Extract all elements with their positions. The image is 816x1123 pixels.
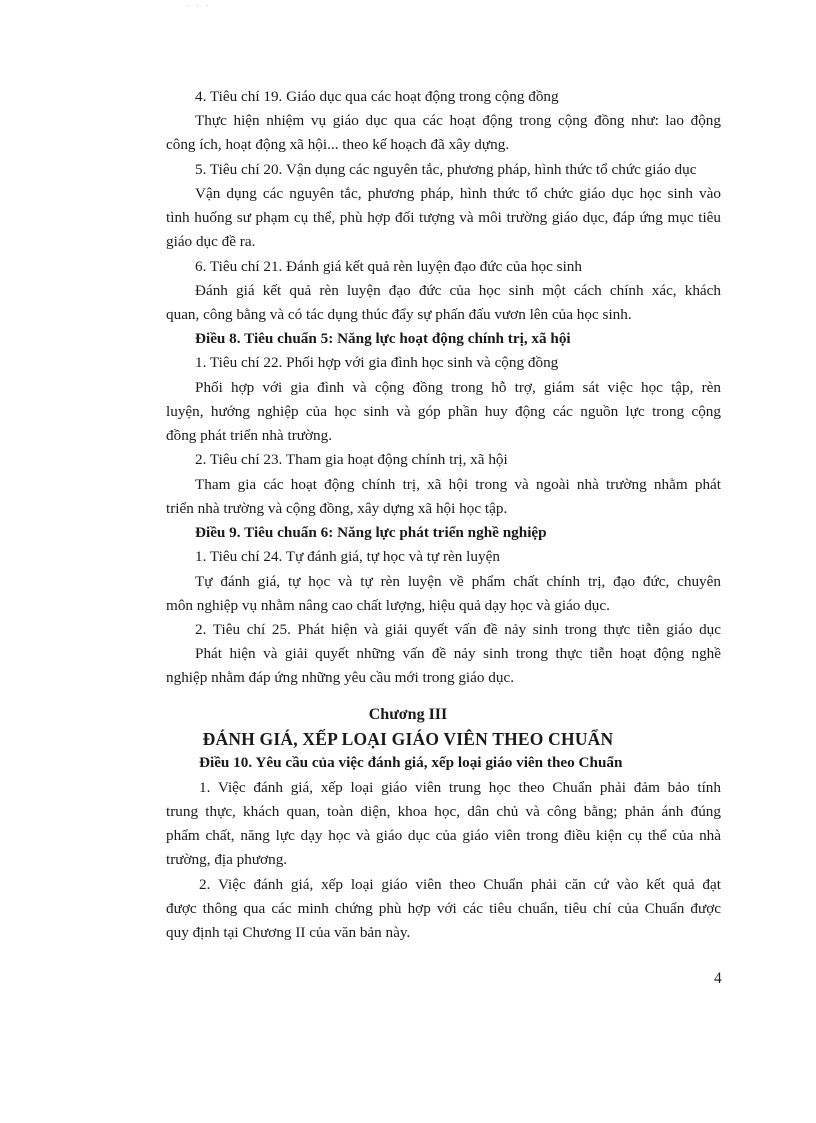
paragraph-line: nghiệp nhằm đáp ứng những yêu cầu mới trong giáo dục. bbox=[166, 669, 514, 686]
paragraph-line: giáo dục đề ra. bbox=[166, 233, 256, 250]
paragraph-line: tình huống sư phạm cụ thể, phù hợp đối tượng và môi trường giáo dục, đáp ứng mục tiêu bbox=[166, 209, 721, 226]
article-10-heading: Điều 10. Yêu cầu của việc đánh giá, xếp loại giáo viên theo Chuẩn bbox=[199, 754, 623, 771]
paragraph-line: Đánh giá kết quả rèn luyện đạo đức của học sinh một cách chính xác, khách bbox=[195, 282, 721, 299]
page-number: 4 bbox=[714, 970, 722, 987]
paragraph-line: trung thực, khách quan, toàn diện, khoa học, dân chủ và công bằng; phản ánh đúng bbox=[166, 803, 721, 820]
chapter-label: Chương III bbox=[368, 706, 448, 723]
criterion-19-heading: 4. Tiêu chí 19. Giáo dục qua các hoạt động trong cộng đồng bbox=[195, 88, 559, 105]
paragraph-line: Phát hiện và giải quyết những vấn đề nảy sinh trong thực tiễn hoạt động nghề bbox=[195, 645, 721, 662]
paragraph-line: Tự đánh giá, tự học và tự rèn luyện về phẩm chất chính trị, đạo đức, chuyên bbox=[195, 573, 721, 590]
paragraph-line: luyện, hướng nghiệp của học sinh và góp phần huy động các nguồn lực trong cộng bbox=[166, 403, 721, 420]
paragraph-line: môn nghiệp vụ nhằm nâng cao chất lượng, hiệu quả dạy học và giáo dục. bbox=[166, 597, 610, 614]
criterion-21-heading: 6. Tiêu chí 21. Đánh giá kết quả rèn luyện đạo đức của học sinh bbox=[195, 258, 582, 275]
paragraph-line: được thông qua các minh chứng phù hợp với các tiêu chuẩn, tiêu chí của Chuẩn được bbox=[166, 900, 721, 917]
chapter-title: ĐÁNH GIÁ, XẾP LOẠI GIÁO VIÊN THEO CHUẨN bbox=[202, 729, 614, 749]
paragraph-line: Vận dụng các nguyên tắc, phương pháp, hình thức tổ chức giáo dục học sinh vào bbox=[195, 185, 721, 202]
paragraph-line: 1. Việc đánh giá, xếp loại giáo viên trung học theo Chuẩn phải đảm bảo tính bbox=[199, 779, 721, 796]
paragraph-line: Phối hợp với gia đình và cộng đồng trong hỗ trợ, giám sát việc học tập, rèn bbox=[195, 379, 721, 396]
paragraph-line: trường, địa phương. bbox=[166, 851, 288, 868]
criterion-23-heading: 2. Tiêu chí 23. Tham gia hoạt động chính trị, xã hội bbox=[195, 451, 508, 468]
paragraph-line: quy định tại Chương II của văn bản này. bbox=[166, 924, 411, 941]
criterion-22-heading: 1. Tiêu chí 22. Phối hợp với gia đình học sinh và cộng đồng bbox=[195, 354, 559, 371]
article-9-heading: Điều 9. Tiêu chuẩn 6: Năng lực phát triển nghề nghiệp bbox=[195, 524, 547, 541]
paragraph-line: công ích, hoạt động xã hội... theo kế hoạch đã xây dựng. bbox=[166, 136, 510, 153]
paragraph-line: triển nhà trường và cộng đồng, xây dựng xã hội học tập. bbox=[166, 500, 508, 517]
criterion-24-heading: 1. Tiêu chí 24. Tự đánh giá, tự học và tự rèn luyện bbox=[195, 548, 500, 565]
paragraph-line: 2. Việc đánh giá, xếp loại giáo viên theo Chuẩn phải căn cứ vào kết quả đạt bbox=[199, 876, 721, 893]
header-specks: · · · bbox=[186, 2, 212, 10]
paragraph-line: đồng phát triển nhà trường. bbox=[166, 427, 332, 444]
paragraph-line: Thực hiện nhiệm vụ giáo dục qua các hoạt động trong cộng đồng như: lao động bbox=[195, 112, 721, 129]
paragraph-line: Tham gia các hoạt động chính trị, xã hội trong và ngoài nhà trường nhằm phát bbox=[195, 476, 721, 493]
paragraph-line: quan, công bằng và có tác dụng thúc đẩy sự phấn đấu vươn lên của học sinh. bbox=[166, 306, 632, 323]
criterion-25-heading: 2. Tiêu chí 25. Phát hiện và giải quyết vấn đề nảy sinh trong thực tiễn giáo dục bbox=[195, 621, 721, 638]
article-8-heading: Điều 8. Tiêu chuẩn 5: Năng lực hoạt động chính trị, xã hội bbox=[195, 330, 571, 347]
criterion-20-heading: 5. Tiêu chí 20. Vận dụng các nguyên tắc, phương pháp, hình thức tổ chức giáo dục bbox=[195, 161, 697, 178]
paragraph-line: phẩm chất, năng lực dạy học và giáo dục của giáo viên trong điều kiện cụ thể của nhà bbox=[166, 827, 721, 844]
